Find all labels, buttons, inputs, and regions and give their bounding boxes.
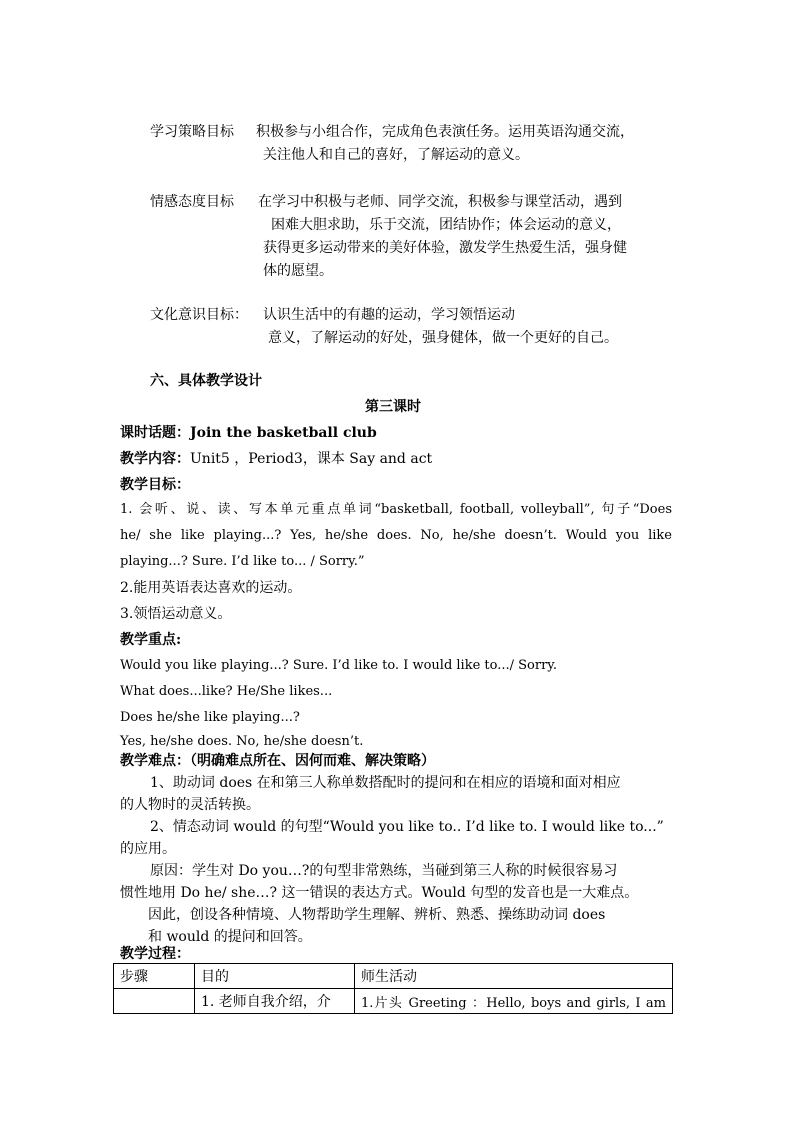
cell-activity: 1.片头 Greeting ：Hello, boys and girls, I am [355, 989, 673, 1014]
topic-value: Join the basketball club [190, 425, 377, 441]
culture-goal-line-2: 意义，了解运动的好处，强身健体，做一个更好的自己。 [268, 330, 618, 346]
difficulty-line-4: 的应用。 [120, 841, 176, 857]
emotion-goal-line-4: 体的愿望。 [263, 263, 333, 279]
culture-goal-label: 文化意识目标： [150, 307, 248, 323]
difficulties-label: 教学难点：（明确难点所在、因何而难、解决策略） [120, 753, 435, 769]
objective-line-4: 2.能用英语表达喜欢的运动。 [120, 580, 302, 596]
section-title: 六、具体教学设计 [150, 373, 262, 389]
content-label: 教学内容： [120, 451, 190, 467]
difficulty-line-8: 和 would 的提问和回答。 [148, 929, 312, 945]
lesson-title: 第三课时 [365, 399, 421, 415]
header-activity: 师生活动 [355, 964, 673, 989]
content-line [120, 448, 432, 470]
content-value: Unit5 ，Period3，课本 Say and act [190, 451, 433, 467]
objectives-label: 教学目标： [120, 477, 190, 493]
key-point-line-4: Yes, he/she does. No, he/she doesn’t. [120, 734, 364, 749]
key-point-line-3: Does he/she like playing...? [120, 710, 300, 725]
strategy-goal-line-2: 关注他人和自己的喜好，了解运动的意义。 [263, 147, 529, 163]
objective-line-2: he/ she like playing...? Yes, he/she does. No, he/she doesn’t. Would you like [120, 528, 672, 543]
emotion-goal-line-2: 困难大胆求助，乐于交流，团结协作；体会运动的意义， [271, 217, 621, 233]
objective-line-3: playing...? Sure. I’d like to... / Sorry.” [120, 554, 365, 569]
table-header-row [114, 964, 673, 989]
difficulty-line-1: 1、助动词 does 在和第三人称单数搭配时的提问和在相应的语境和面对相应 [150, 775, 621, 791]
objective-line-5: 3.领悟运动意义。 [120, 606, 232, 622]
difficulty-line-3: 2、情态动词 would 的句型“Would you like to.. I’d like to. I would like to...” [150, 819, 664, 835]
key-point-line-2: What does...like? He/She likes... [120, 684, 333, 699]
difficulty-line-6: 惯性地用 Do he/ she…? 这一错误的表达方式。Would 句型的发音也是一大难点。 [120, 885, 639, 901]
culture-goal-line-1: 认识生活中的有趣的运动，学习领悟运动 [263, 307, 515, 323]
process-label: 教学过程： [120, 946, 190, 962]
topic-label: 课时话题： [120, 425, 190, 441]
process-table [113, 963, 673, 1014]
table-row [114, 989, 673, 1014]
emotion-goal-label: 情感态度目标 [150, 194, 234, 210]
difficulty-line-5: 原因：学生对 Do you…?的句型非常熟练，当碰到第三人称的时候很容易习 [150, 863, 618, 879]
cell-purpose: 1. 老师自我介绍，介 [195, 989, 355, 1014]
header-step: 步骤 [114, 964, 195, 989]
topic-line [120, 422, 377, 444]
difficulty-line-2: 的人物时的灵活转换。 [120, 797, 260, 813]
emotion-goal-line-1: 在学习中积极与老师、同学交流，积极参与课堂活动，遇到 [258, 194, 622, 210]
difficulty-line-7: 因此，创设各种情境、人物帮助学生理解、辨析、熟悉、操练助动词 does [148, 907, 606, 923]
emotion-goal-line-3: 获得更多运动带来的美好体验，激发学生热爱生活，强身健 [263, 240, 627, 256]
header-purpose: 目的 [195, 964, 355, 989]
objective-line-1: 1. 会听、说、读、写本单元重点单词“basketball, football, volleyball”, 句子“Does [120, 502, 672, 517]
strategy-goal-line-1: 积极参与小组合作，完成角色表演任务。运用英语沟通交流， [256, 124, 634, 140]
strategy-goal-label: 学习策略目标 [150, 124, 234, 140]
key-point-line-1: Would you like playing...? Sure. I’d like to. I would like to.../ Sorry. [120, 658, 558, 673]
key-points-label: 教学重点: [120, 632, 182, 648]
cell-step [114, 989, 195, 1014]
